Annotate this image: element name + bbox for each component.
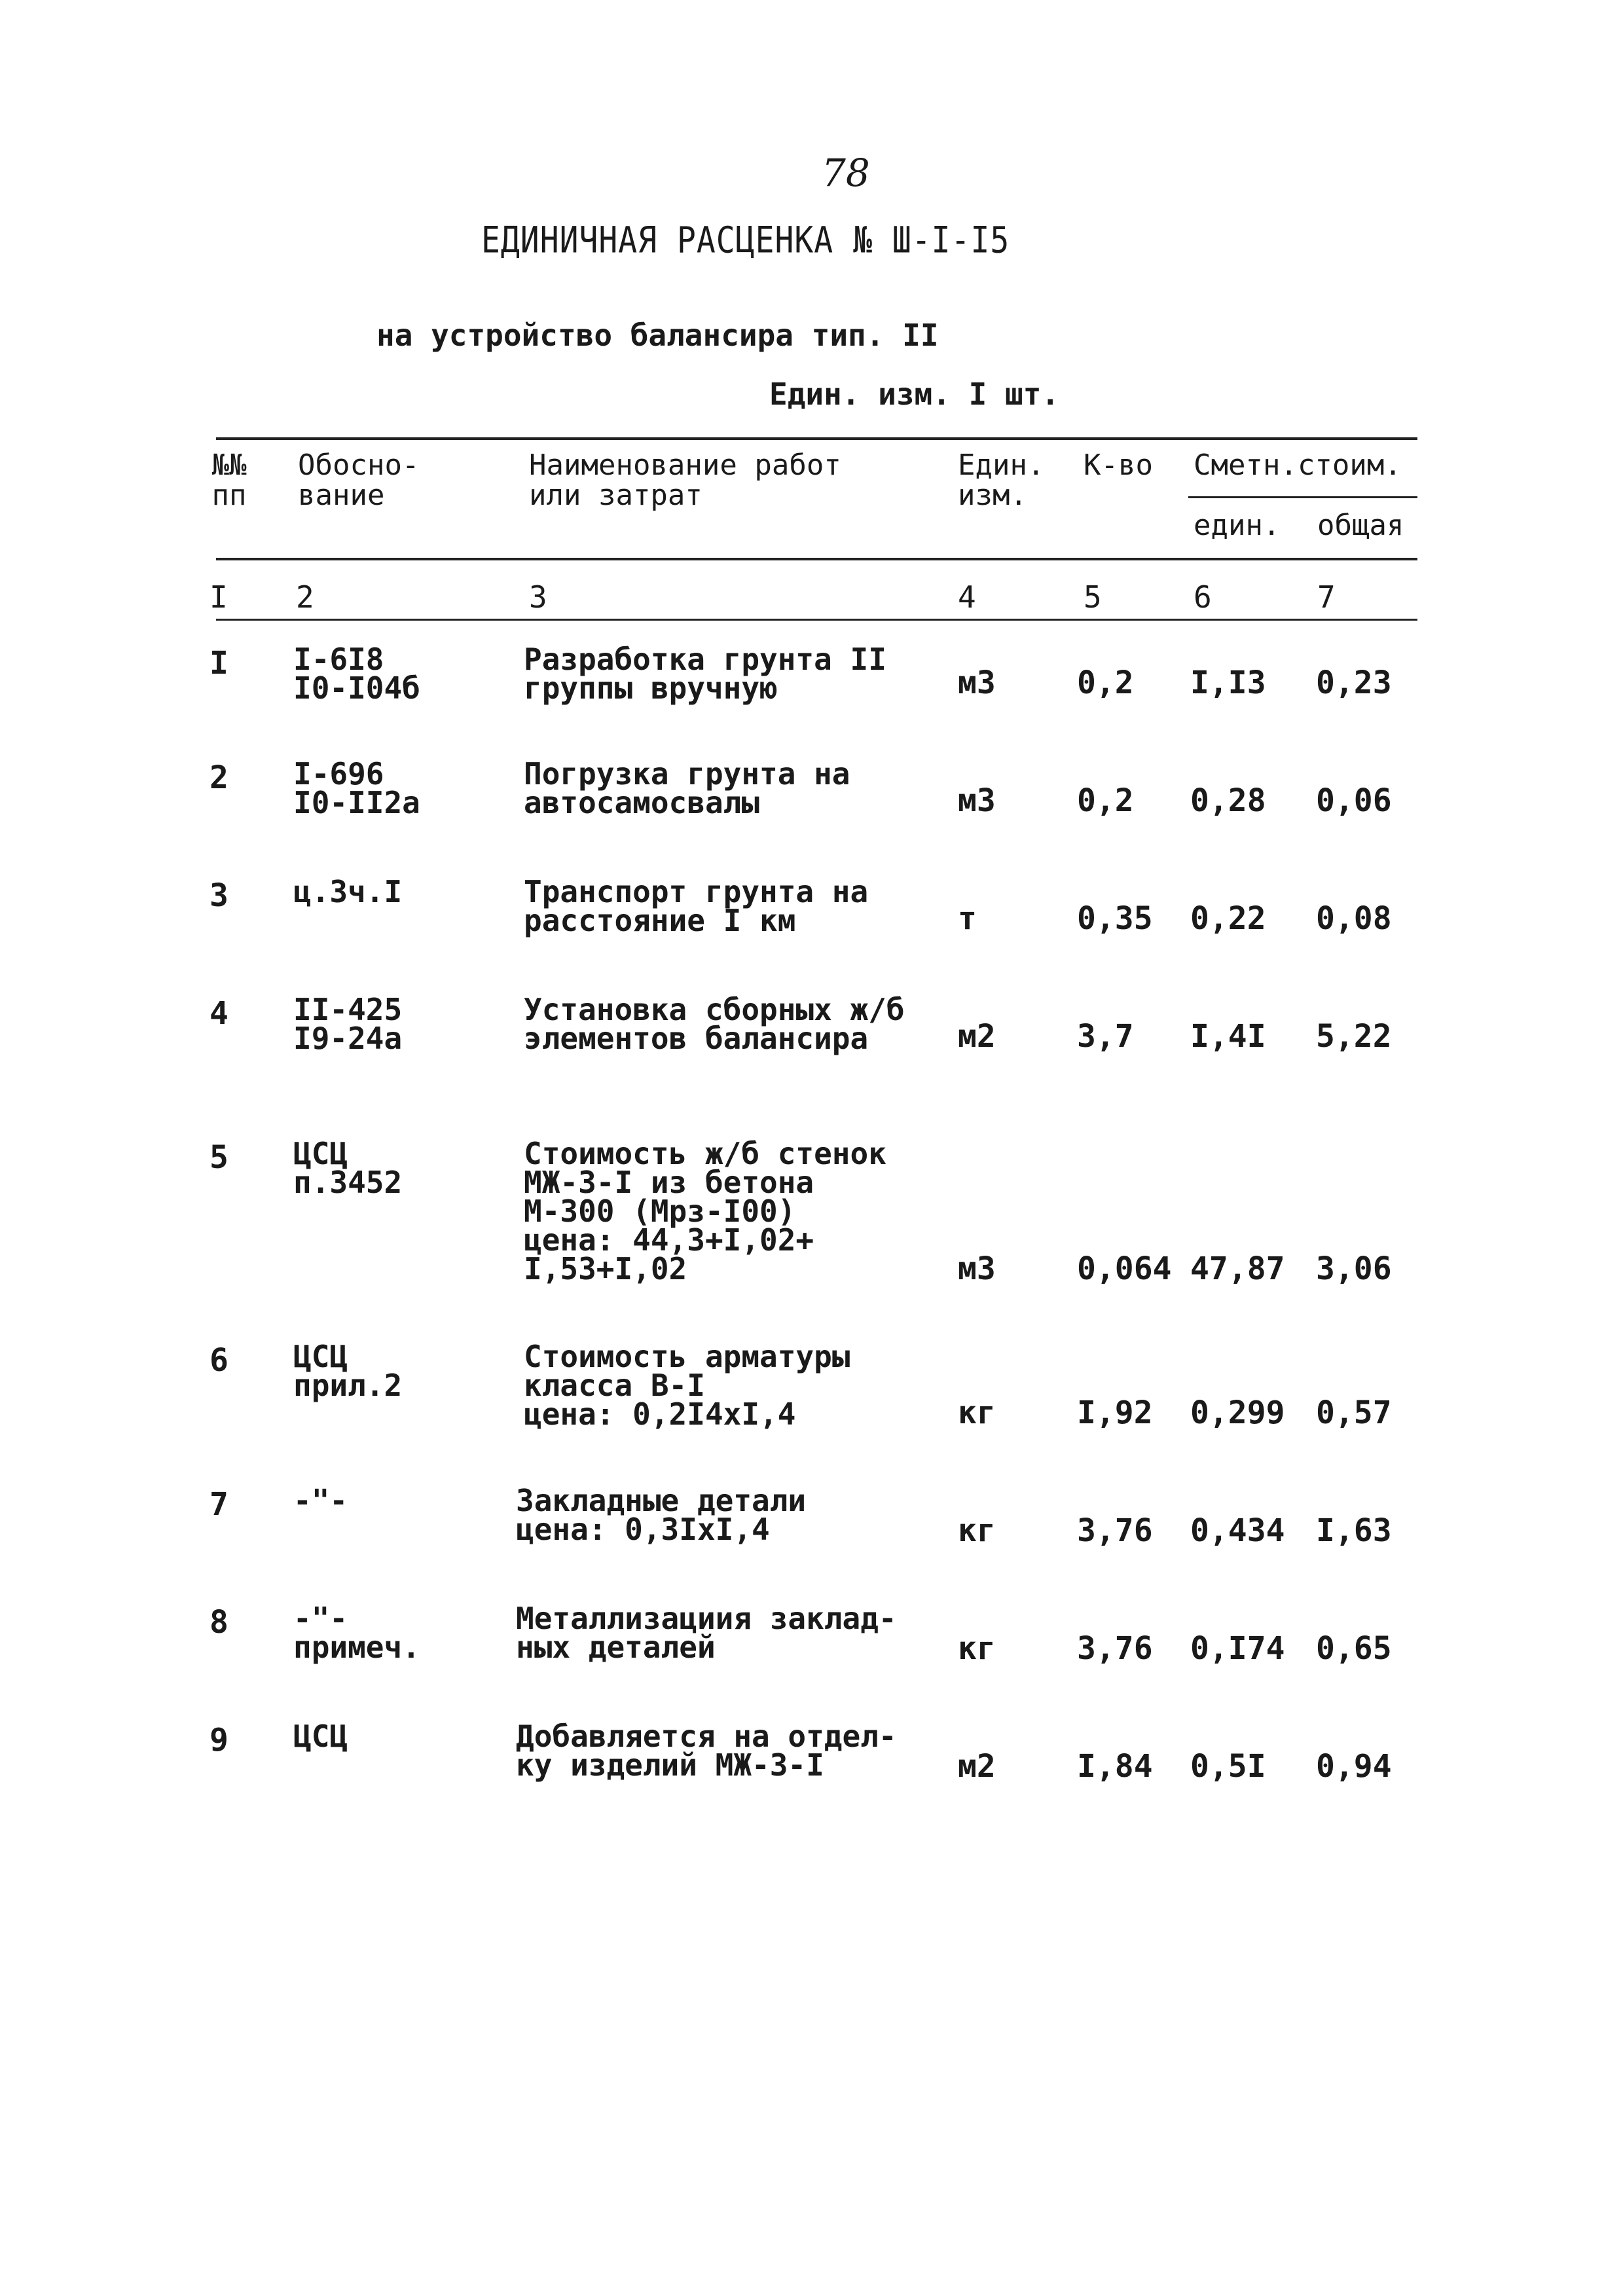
- row-quantity: 0,064: [1077, 1250, 1172, 1287]
- row-name-line: цена: 44,3+I,02+: [524, 1222, 814, 1258]
- row-basis-line: I0-I04б: [293, 670, 420, 706]
- row-number: 5: [210, 1139, 228, 1176]
- row-basis-line: I-6I8: [293, 642, 384, 677]
- row-quantity: 3,76: [1077, 1512, 1153, 1549]
- row-total-cost: I,63: [1316, 1512, 1392, 1549]
- header-qty: К-во: [1084, 448, 1153, 482]
- row-basis-line: II-425: [293, 992, 403, 1027]
- header-num: [210, 450, 249, 511]
- row-quantity: I,92: [1077, 1394, 1153, 1431]
- row-quantity: 0,35: [1077, 900, 1153, 937]
- header-cost-total: общая: [1317, 509, 1404, 542]
- row-name-line: МЖ-3-I из бетона: [524, 1165, 814, 1200]
- row-unit: кг: [958, 1394, 996, 1431]
- header-cost-unit: един.: [1194, 509, 1281, 542]
- table-top-rule: [216, 437, 1417, 440]
- row-name-line: Погрузка грунта на: [524, 756, 850, 792]
- header-basis-line2: вание: [298, 479, 385, 512]
- document-subtitle: на устройство балансира тип. II: [376, 318, 939, 353]
- row-unit-price: I,I3: [1190, 665, 1266, 701]
- row-quantity: I,84: [1077, 1748, 1153, 1785]
- header-num-line1: №№: [211, 448, 247, 482]
- row-number: 6: [210, 1342, 228, 1379]
- row-total-cost: 0,94: [1316, 1748, 1392, 1785]
- row-name-line: расстояние I км: [524, 903, 796, 938]
- row-unit: кг: [958, 1630, 996, 1667]
- row-total-cost: 0,23: [1316, 665, 1392, 701]
- row-name-line: ных деталей: [516, 1630, 716, 1665]
- column-number-rule: [216, 619, 1417, 621]
- column-number-2: 2: [296, 579, 314, 615]
- column-number-1: I: [210, 579, 228, 615]
- row-total-cost: 0,08: [1316, 900, 1392, 937]
- row-unit-price: 0,22: [1190, 900, 1266, 937]
- row-total-cost: 0,65: [1316, 1630, 1392, 1667]
- row-basis-line: -"-: [293, 1601, 348, 1636]
- header-basis-line1: Обосно-: [298, 448, 420, 482]
- row-total-cost: 0,06: [1316, 782, 1392, 819]
- row-basis-line: примеч.: [293, 1630, 420, 1665]
- row-basis-line: п.3452: [293, 1165, 403, 1200]
- row-quantity: 0,2: [1077, 665, 1134, 701]
- row-basis-line: ЦСЦ: [293, 1339, 348, 1374]
- row-name-line: I,53+I,02: [524, 1251, 687, 1286]
- row-name-line: элементов балансира: [524, 1021, 869, 1056]
- row-number: 7: [210, 1486, 228, 1523]
- header-name-line2: или затрат: [529, 479, 702, 512]
- row-name-line: Стоимость ж/б стенок: [524, 1136, 886, 1171]
- header-unit-line1: Един.: [958, 448, 1045, 482]
- row-unit-price: 0,5I: [1190, 1748, 1266, 1785]
- row-unit-price: 0,434: [1190, 1512, 1285, 1549]
- row-quantity: 0,2: [1077, 782, 1134, 819]
- row-name-line: ку изделий МЖ-3-I: [516, 1747, 824, 1783]
- column-number-4: 4: [958, 579, 976, 615]
- row-name-line: Транспорт грунта на: [524, 874, 869, 909]
- row-basis-line: -"-: [293, 1483, 348, 1518]
- row-name-line: Закладные детали: [516, 1483, 807, 1518]
- row-basis-line: прил.2: [293, 1368, 403, 1403]
- row-name-line: автосамосвалы: [524, 785, 760, 820]
- column-number-3: 3: [529, 579, 547, 615]
- row-basis-line: I9-24а: [293, 1021, 403, 1056]
- row-total-cost: 5,22: [1316, 1018, 1392, 1055]
- row-name-line: цена: 0,2I4хI,4: [524, 1396, 796, 1432]
- header-cost: Сметн.стоим.: [1194, 448, 1402, 482]
- row-unit: м3: [958, 782, 996, 819]
- row-name-line: Добавляется на отдел-: [516, 1719, 897, 1754]
- row-number: I: [210, 645, 228, 682]
- row-number: 2: [210, 759, 228, 796]
- header-num-line2: пп: [211, 479, 247, 512]
- row-number: 8: [210, 1604, 228, 1641]
- column-number-5: 5: [1084, 579, 1102, 615]
- row-unit: м3: [958, 1250, 996, 1287]
- row-unit-price: 47,87: [1190, 1250, 1285, 1287]
- row-name-line: цена: 0,3IхI,4: [516, 1512, 770, 1547]
- row-unit-price: 0,I74: [1190, 1630, 1285, 1667]
- cost-header-rule: [1188, 496, 1417, 498]
- row-name-line: М-300 (Мрз-I00): [524, 1194, 796, 1229]
- header-bottom-rule: [216, 558, 1417, 560]
- header-unit-line2: изм.: [958, 479, 1027, 512]
- row-unit: т: [958, 900, 977, 937]
- header-name-line1: Наименование работ: [529, 448, 841, 482]
- row-quantity: 3,76: [1077, 1630, 1153, 1667]
- row-basis-line: ц.3ч.I: [293, 874, 403, 909]
- row-name-line: группы вручную: [524, 670, 778, 706]
- header-name: [529, 450, 841, 511]
- row-name-line: Металлизациия заклад-: [516, 1601, 897, 1636]
- row-unit: м3: [958, 665, 996, 701]
- row-basis-line: ЦСЦ: [293, 1136, 348, 1171]
- row-quantity: 3,7: [1077, 1018, 1134, 1055]
- row-unit-price: 0,299: [1190, 1394, 1285, 1431]
- row-basis-line: I0-II2а: [293, 785, 420, 820]
- row-name-line: класса В-I: [524, 1368, 705, 1403]
- column-number-7: 7: [1317, 579, 1336, 615]
- document-title: ЕДИНИЧНАЯ РАСЦЕНКА № Ш-I-I5: [481, 219, 1010, 262]
- header-unit: [958, 450, 1044, 511]
- row-name-line: Установка сборных ж/б: [524, 992, 905, 1027]
- row-total-cost: 0,57: [1316, 1394, 1392, 1431]
- row-basis-line: ЦСЦ: [293, 1719, 348, 1754]
- column-number-6: 6: [1194, 579, 1212, 615]
- row-unit: м2: [958, 1748, 996, 1785]
- measurement-unit: Един. изм. I шт.: [769, 376, 1060, 412]
- row-total-cost: 3,06: [1316, 1250, 1392, 1287]
- row-unit-price: I,4I: [1190, 1018, 1266, 1055]
- page-number: 78: [822, 151, 870, 195]
- row-unit-price: 0,28: [1190, 782, 1266, 819]
- row-unit: кг: [958, 1512, 996, 1549]
- row-name-line: Разработка грунта II: [524, 642, 886, 677]
- row-number: 3: [210, 877, 228, 914]
- header-basis: [298, 450, 419, 511]
- row-number: 9: [210, 1722, 228, 1758]
- row-number: 4: [210, 995, 228, 1032]
- row-name-line: Стоимость арматуры: [524, 1339, 850, 1374]
- row-unit: м2: [958, 1018, 996, 1055]
- row-basis-line: I-696: [293, 756, 384, 792]
